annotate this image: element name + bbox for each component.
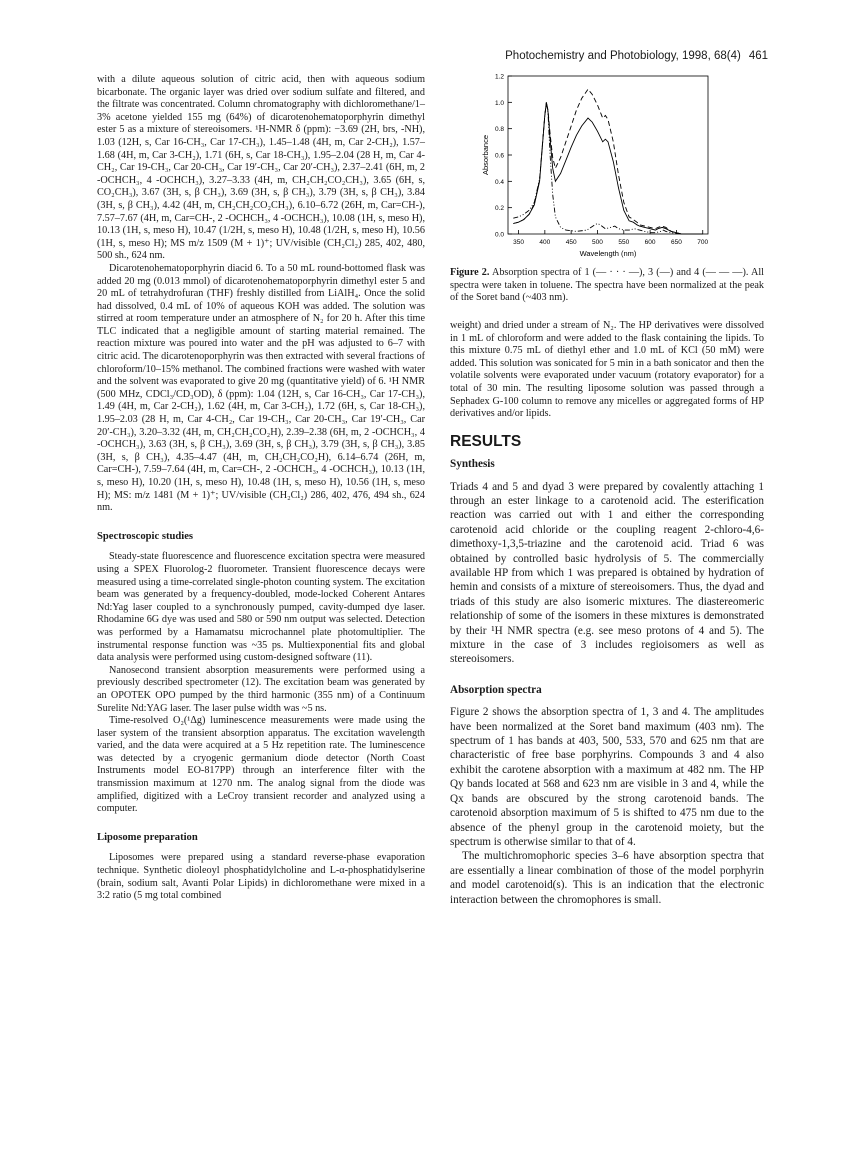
y-axis-label: Absorbance xyxy=(481,134,490,176)
section-heading: Absorption spectra xyxy=(450,683,542,696)
y-tick-label: 0.0 xyxy=(494,231,504,239)
y-tick-label: 1.0 xyxy=(494,99,504,107)
section-heading: Liposome preparation xyxy=(97,831,198,843)
series-line-3 xyxy=(513,102,702,234)
caption-text: Absorption spectra of 1 (— · · · —), 3 (—) and 4 (— — —). All spectra were taken in toluene. The spectra have been normalized at the peak of the Soret band (~403 nm). xyxy=(450,267,764,304)
paragraph: weight) and dried under a stream of N₂. The HP derivatives were dissolved in 1 mL of chloroform and were added to the flask containing the lipids. To this mixture 0.75 mL of diethyl ether and 1.0 mL of KCl (50 mM) were added. This solution was sonicated for 5 min in a bath sonicator and then the volatile solvents were evaporated under vacuum (rotatory evaporator) for a total of 30 min. The resulting liposome solution was passed through a Sephadex G-100 column to remove any micelles or aggregated forms of HP derivatives and/or lipids. xyxy=(450,320,764,420)
y-tick-label: 1.2 xyxy=(494,73,504,81)
right-column xyxy=(450,320,764,907)
x-tick-label: 600 xyxy=(644,239,656,246)
section-heading: Synthesis xyxy=(450,458,495,471)
caption-label: Figure 2. xyxy=(450,267,490,278)
results-heading: RESULTS xyxy=(450,432,522,450)
paragraph: with a dilute aqueous solution of citric acid, then with aqueous sodium bicarbonate. The organic layer was dried over sodium sulfate and filtered, and the filtrate was concentrated. Column chromatography with dichloromethane/1–3% acetone yielded 155 mg (64%) of dicarotenohematoporphyrin dimethyl ester 5 as a mixture of stereoisomers. ¹H-NMR δ (ppm): −3.69 (2H, brs, -NH), 1.03 (12H, s, Car 16-CH₃, Car 17-CH₃), 1.45–1.48 (4H, m, Car 2-CH₂), 1.57–1.68 (4H, m, Car 3-CH₂), 1.71 (6H, s, Car 18-CH₃), 1.95–2.04 (28 H, m, Car 4-CH₂, Car 19-CH₃, Car 20-CH₃, Car 19′-CH₃, Car 20′-CH₃), 2.37–2.41 (6H, m, 2 -OCHCH₃, 4 -OCHCH₃), 3.27–3.33 (4H, m, CH₂CH₂CO₂CH₃), 3.65 (6H, s, CO₂CH₃), 3.67 (3H, s, β CH₃), 3.69 (3H, s, β CH₃), 3.79 (3H, s, β CH₃), 3.84 (3H, s, β CH₃), 4.42 (4H, m, CH₂CH₂CO₂CH₃), 6.10–6.72 (26H, m, Car=CH-), 7.57–7.67 (4H, m, Car=CH-, 2 -OCHCH₃, 4 -OCHCH₃), 10.08 (1H, s, meso H), 10.13 (1H, s, meso H), 10.47 (1/2H, s, meso H), 10.48 (1/2H, s, meso H), 10.56 (1H, s, meso H); MS m/z 1509 (M + 1)⁺; UV/visible (CH₂Cl₂) 285, 402, 480, 500 sh., 624 nm. xyxy=(97,74,425,262)
y-tick-label: 0.4 xyxy=(494,178,504,186)
x-tick-label: 400 xyxy=(539,239,551,246)
y-tick-label: 0.6 xyxy=(494,152,504,160)
x-axis-label: Wavelength (nm) xyxy=(579,249,637,258)
series-line-4 xyxy=(513,89,702,234)
section-heading: Spectroscopic studies xyxy=(97,530,194,542)
page-number: 461 xyxy=(748,50,768,62)
x-tick-label: 550 xyxy=(618,239,630,246)
plot-frame xyxy=(508,76,708,234)
y-tick-label: 0.2 xyxy=(494,205,504,213)
figure-2-chart xyxy=(480,72,760,262)
paragraph: Triads 4 and 5 and dyad 3 were prepared by covalently attaching 1 through an ester linkage to a carotenoid acid. The esterification reaction was carried out with 1 and either the corresponding carotenoid acid chloride or the coupling reagent 2-chloro-4,6-dimethoxy-1,3,5-triazine and the carotenoid acid. Triad 6 was obtained by controlled basic hydrolysis of 5. The commercially available HP from which 1 was prepared is obtained by hydration of hemin and consists of a mixture of stereoisomers. Thus, the dyad and triads of this study are also isomeric mixtures. The diastereomeric relationship of some of the isomers in these mixtures is demonstrated by their ¹H NMR spectra (e.g. see meso protons of 4 and 5). The mixture in the case of 3 includes regioisomers as well as stereoisomers. xyxy=(450,480,764,666)
left-column xyxy=(97,74,425,903)
paragraph: Figure 2 shows the absorption spectra of 1, 3 and 4. The amplitudes have been normalized at the Soret band maximum (403 nm). The spectrum of 1 has bands at 403, 500, 533, 570 and 625 nm that are characteristic of free base porphyrins. Compounds 3 and 4 also exhibit the carotene absorption with a maximum at 482 nm. The HP Qy bands located at 568 and 623 nm are visible in 3 and 4, while the Qx bands are obscured by the strong carotenoid bands. The carotenoid absorption maximum of 5 is shifted to 475 nm due to the absence of the phenyl group in the carotenoid moiety, but the spectrum is otherwise similar to that of 4. xyxy=(450,706,764,848)
absorption-spectra-plot xyxy=(480,72,760,262)
y-tick-label: 0.8 xyxy=(494,126,504,134)
running-head xyxy=(505,50,768,62)
paragraph: The multichromophoric species 3–6 have absorption spectra that are essentially a linear combination of those of the model porphyrin and model carotenoid(s). This is an indication that the electronic interaction between the chromophores is small. xyxy=(450,850,764,906)
series-line-1 xyxy=(513,102,702,234)
paragraph: Liposomes were prepared using a standard reverse-phase evaporation technique. Synthetic dioleoyl phosphatidylcholine and L-α-phosphatidylserine (brain, sodium salt, Avanti Polar Lipids) in dichloromethane were mixed in a 3:2 ratio (5 mg total combined xyxy=(97,852,425,902)
journal-citation: Photochemistry and Photobiology, 1998, 68(4) xyxy=(505,50,741,62)
x-tick-label: 350 xyxy=(513,239,524,246)
paragraph: Time-resolved O₂(¹Δg) luminescence measurements were made using the laser system of the transient absorption apparatus. The excitation wavelength varied, and the data were acquired at a 5 Hz repetition rate. The luminescence was detected by a cryogenic germanium diode detector (North Coast Instruments model EO-817PP) through an interference filter with the transmission maximum at 1270 nm. The analog signal from the diode was amplified, digitized with a LeCroy transient recorder and analyzed using a computer. xyxy=(97,715,425,815)
x-tick-label: 450 xyxy=(565,239,577,246)
x-tick-label: 650 xyxy=(670,239,682,246)
x-tick-label: 500 xyxy=(592,239,603,246)
figure-caption xyxy=(450,267,764,305)
x-tick-label: 700 xyxy=(697,239,709,246)
paragraph: Dicarotenohematoporphyrin diacid 6. To a 50 mL round-bottomed flask was added 20 mg (0.013 mmol) of dicarotenohematoporphyrin dimethyl ester 5 and 20 mL of tetrahydrofuran (THF) freshly distilled from LiAlH₄. Once the solid had dissolved, 0.4 mL of 10% of aqueous KOH was added. The solution was stirred at room temperature under an atmosphere of N₂ for 20 h. After this time TLC indicated that a negligible amount of starting material remained. The reaction mixture was poured into water and the pH was adjusted to 6–7 with citric acid. The dicarotenoporphyrin was then extracted with several fractions of chloroform/10–15% methanol. The combined fractions were washed with water and the solvent was evaporated to give 20 mg (quantitative yield) of 6. ¹H NMR (500 MHz, CDCl₃/CD₃OD), δ (ppm): 1.04 (12H, s, Car 16-CH₃, Car 17-CH₃), 1.49 (4H, m, Car 2-CH₂), 1.62 (4H, m, Car 3-CH₂), 1.72 (6H, s, Car 18-CH₃), 1.95–2.03 (28 H, m, Car 4-CH₂, Car 19-CH₃, Car 20-CH₃, Car 19′-CH₃, Car 20′-CH₃), 3.20–3.32 (4H, m, CH₂CH₂CO₂H), 2.39–2.38 (6H, m, 2 -OCHCH₃, 4 -OCHCH₃), 3.63 (3H, s, β CH₃), 3.69 (3H, s, β CH₃), 3.79 (3H, s, β CH₃), 3.85 (3H, s, β CH₃), 4.35–4.47 (4H, m, CH₂CH₂CO₂H), 6.14–6.74 (26H, m, Car=CH-), 7.59–7.64 (4H, m, Car=CH-, 2 -OCHCH₃, 4 -OCHCH₃), 10.13 (1H, s, meso H), 10.20 (1H, s, meso H), 10.48 (1H, s, meso H), 10.56 (1H, s, meso H); MS: m/z 1481 (M + 1)⁺; UV/visible (CH₂Cl₂) 286, 402, 476, 494 sh., 624 nm. xyxy=(97,262,425,514)
paragraph: Nanosecond transient absorption measurements were performed using a previously described spectrometer (12). The excitation beam was generated by an OPOTEK OPO pumped by the third harmonic (355 nm) of a Continuum Surelite Nd:YAG laser. The laser pulse width was ~5 ns. xyxy=(97,664,425,714)
paragraph: Steady-state fluorescence and fluorescence excitation spectra were measured using a SPEX Fluorolog-2 fluorometer. Transient fluorescence decays were measured using a time-correlated single-photon counting system. The excitation beam was generated by a frequency-doubled, mode-locked Coherent Antares Nd:Yag laser coupled to a synchronously pumped, cavity-dumped dye laser. Rhodamine 6G dye was used and 580 or 590 nm output was selected. Detection was performed by a Hamamatsu microchannel plate photomultiplier. The instrumental response function was ~35 ps. Multiexponential fits and global data analysis were performed using custom-designed software (11). xyxy=(97,551,425,664)
